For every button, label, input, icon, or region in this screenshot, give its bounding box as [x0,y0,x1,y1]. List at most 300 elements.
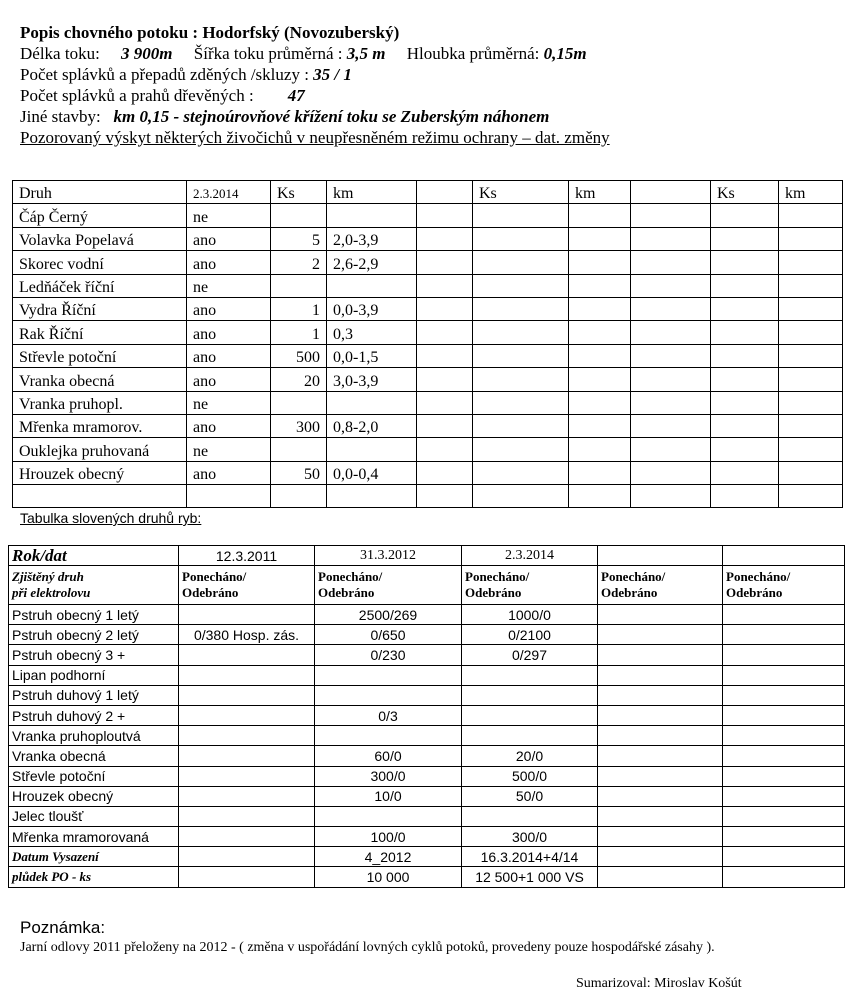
table-cell: 0/297 [462,645,598,665]
table-cell [417,321,473,344]
table-cell [779,461,843,484]
table-cell [473,227,569,250]
species-name: Jelec tloušť [9,806,179,826]
kept-removed-header [315,566,462,605]
removed-label: Odebráno [318,585,375,600]
fish-table-caption: Tabulka slovených druhů ryb: [20,510,202,526]
pludek-row [9,867,845,887]
table-cell [723,786,845,806]
table-row [9,726,845,746]
table-cell: ne [187,204,271,227]
table-cell: 20 [271,368,327,391]
table-cell [417,297,473,320]
removed-label: Odebráno [726,585,783,600]
table-cell [569,227,631,250]
table-cell [779,485,843,508]
species-name: Pstruh obecný 2 letý [9,625,179,645]
table-row [13,485,843,508]
table-cell [779,344,843,367]
depth-label: Hloubka průměrná: [406,44,540,63]
table-cell [462,705,598,725]
width-value: 3,5 m [346,44,386,63]
species-name: Vranka obecná [9,746,179,766]
table-cell [473,461,569,484]
removed-label: Odebráno [182,585,239,600]
note-title: Poznámka: [20,918,106,937]
table-cell [631,461,711,484]
table-cell [473,438,569,461]
table-cell [473,368,569,391]
table-cell: 5 [271,227,327,250]
table-cell [569,391,631,414]
table-cell [187,485,271,508]
kept-removed-header [462,566,598,605]
table-cell: Vranka obecná [13,368,187,391]
table-cell [179,685,315,705]
table-row [9,827,845,847]
table-cell: ne [187,274,271,297]
table-cell: 2,6-2,9 [327,251,417,274]
kept-label: Ponecháno/ [601,569,666,584]
table-cell: 0/380 Hosp. zás. [179,625,315,645]
table-cell [569,344,631,367]
table-cell [271,485,327,508]
table-row [9,786,845,806]
table-cell: 1000/0 [462,605,598,625]
table-cell [179,847,315,867]
table-cell [723,746,845,766]
datum-row-label: Datum Vysazení [9,847,179,867]
table-cell [631,391,711,414]
masonry-weirs-label: Počet splávků a přepadů zděných /skluzy : [20,65,309,84]
kept-label: Ponecháno/ [726,569,791,584]
table-cell [315,806,462,826]
table-cell [598,827,723,847]
table-cell: 2,0-3,9 [327,227,417,250]
table-cell [315,726,462,746]
table-cell [417,391,473,414]
table-row [9,766,845,786]
table-cell: 3,0-3,9 [327,368,417,391]
table-cell: 0,0-1,5 [327,344,417,367]
table-cell: 2 [271,251,327,274]
table-cell: 300/0 [315,766,462,786]
header-cell: km [327,181,417,204]
table-cell [473,251,569,274]
table-cell [779,321,843,344]
table-cell [779,297,843,320]
table-row [13,274,843,297]
table-cell: ano [187,227,271,250]
table-cell [631,297,711,320]
table-cell [723,806,845,826]
date-cell: 12.3.2011 [179,546,315,566]
header-cell [417,181,473,204]
table-cell [711,274,779,297]
stream-title: Popis chovného potoku : Hodorfský (Novozuberský) [20,23,400,42]
table-cell [631,438,711,461]
date-cell [598,546,723,566]
table-cell: 0,0-3,9 [327,297,417,320]
table-cell [271,274,327,297]
table-row [9,645,845,665]
table-cell [569,204,631,227]
table-row [9,806,845,826]
header-cell: km [569,181,631,204]
table-cell: ne [187,438,271,461]
species-name: Mřenka mramorovaná [9,827,179,847]
table-cell: Vranka pruhopl. [13,391,187,414]
table-cell [779,438,843,461]
table-cell [711,414,779,437]
table-cell [631,204,711,227]
table-cell [779,251,843,274]
table-row [13,297,843,320]
table-cell: 16.3.2014+4/14 [462,847,598,867]
table-cell [631,368,711,391]
table-row [13,461,843,484]
table-cell: ano [187,414,271,437]
species-name: Pstruh duhový 1 letý [9,685,179,705]
masonry-weirs-count [20,64,840,85]
table-cell: 0,8-2,0 [327,414,417,437]
table-cell [569,461,631,484]
table-cell [723,645,845,665]
table-cell [598,766,723,786]
kept-label: Ponecháno/ [318,569,383,584]
table-cell: ano [187,297,271,320]
stream-dimensions [20,43,840,64]
table-cell [723,665,845,685]
table-cell [473,391,569,414]
table-cell [417,344,473,367]
table-cell [631,485,711,508]
table-cell [598,705,723,725]
table-cell [473,321,569,344]
table-cell: 0,3 [327,321,417,344]
table-cell: 10/0 [315,786,462,806]
wooden-weirs-value: 47 [287,86,305,105]
table-cell [462,665,598,685]
width-label: Šířka toku průměrná : [193,44,343,63]
table-cell [179,645,315,665]
table-cell [417,204,473,227]
table-cell: 0/3 [315,705,462,725]
table-cell [723,847,845,867]
table-cell: Ledňáček říční [13,274,187,297]
header-cell: km [779,181,843,204]
table-row [9,685,845,705]
table-cell: 50 [271,461,327,484]
table-cell [417,461,473,484]
table-cell: 500 [271,344,327,367]
kept-label: Ponecháno/ [182,569,247,584]
table-cell: Střevle potoční [13,344,187,367]
table-cell [631,274,711,297]
table-cell [569,274,631,297]
table-cell [179,806,315,826]
table-cell [711,251,779,274]
table-cell [711,344,779,367]
table-cell: 50/0 [462,786,598,806]
length-label: Délka toku: [20,44,100,63]
date-cell [723,546,845,566]
table-cell [179,705,315,725]
table-cell [327,485,417,508]
table-cell [327,438,417,461]
table-cell [271,204,327,227]
table-cell [327,274,417,297]
table-cell [598,726,723,746]
table-cell: 300/0 [462,827,598,847]
table-cell [569,485,631,508]
table-cell [569,251,631,274]
table-cell [711,391,779,414]
header-cell: Druh [13,181,187,204]
table-cell [462,806,598,826]
header-cell [631,181,711,204]
table-cell [473,297,569,320]
fish-table [8,545,845,888]
table-cell [631,344,711,367]
table-row [13,391,843,414]
species-name: Lipan podhorní [9,665,179,685]
table-row [9,746,845,766]
table-cell: Ouklejka pruhovaná [13,438,187,461]
table-cell: 0,0-0,4 [327,461,417,484]
table-cell: 0/2100 [462,625,598,645]
table-cell [711,227,779,250]
table-cell: 500/0 [462,766,598,786]
table-cell: Hrouzek obecný [13,461,187,484]
table-row [9,625,845,645]
table-cell [723,705,845,725]
species-header-line1: Zjištěný druh [12,569,84,584]
table-cell [179,665,315,685]
table-cell [711,461,779,484]
summary-signature: Sumarizoval: Miroslav Košút [576,976,742,991]
animals-header-row [13,181,843,204]
table-cell [473,414,569,437]
table-cell [473,204,569,227]
header-cell: Ks [271,181,327,204]
date-cell: 2.3.2014 [462,546,598,566]
table-cell: Mřenka mramorov. [13,414,187,437]
table-cell: 300 [271,414,327,437]
table-cell: ne [187,391,271,414]
table-row [13,368,843,391]
table-row [13,251,843,274]
table-cell [711,485,779,508]
date-cell: 31.3.2012 [315,546,462,566]
table-cell: ano [187,461,271,484]
table-cell [711,297,779,320]
other-structures-value: km 0,15 - stejnoúrovňové křížení toku se Zuberským náhonem [113,107,550,126]
table-cell [723,605,845,625]
table-cell [631,227,711,250]
table-cell [598,806,723,826]
table-cell [711,438,779,461]
document-header [20,22,840,148]
table-cell [631,321,711,344]
note-text: Jarní odlovy 2011 přeloženy na 2012 - ( změna v uspořádání lovných cyklů potoků, provedeny pouze hospodářské zásahy ). [20,940,715,955]
table-cell: Čáp Černý [13,204,187,227]
wooden-weirs-count [20,85,840,106]
table-cell [179,867,315,887]
table-cell [271,438,327,461]
table-cell [598,665,723,685]
table-cell [569,297,631,320]
table-cell [598,645,723,665]
header-cell: Ks [473,181,569,204]
table-row [9,705,845,725]
table-cell [417,368,473,391]
species-header-line2: při elektrolovu [12,585,91,600]
table-cell [179,746,315,766]
species-header [9,566,179,605]
table-cell [462,726,598,746]
table-cell: 2500/269 [315,605,462,625]
table-cell [779,414,843,437]
table-row [9,665,845,685]
table-cell [179,786,315,806]
table-cell [598,786,723,806]
table-cell [327,204,417,227]
table-cell [569,368,631,391]
table-cell [723,867,845,887]
table-cell [417,227,473,250]
table-cell [723,766,845,786]
table-cell [473,344,569,367]
table-cell [327,391,417,414]
table-cell [417,414,473,437]
table-cell [569,414,631,437]
table-cell: 0/650 [315,625,462,645]
table-row [13,321,843,344]
table-cell [723,685,845,705]
table-cell: 0/230 [315,645,462,665]
kept-removed-header [179,566,315,605]
table-cell [569,321,631,344]
table-cell: Volavka Popelavá [13,227,187,250]
other-structures [20,106,840,127]
table-cell [723,827,845,847]
table-cell [598,746,723,766]
kept-removed-header [723,566,845,605]
animal-observation-heading: Pozorovaný výskyt některých živočichů v neupřesněném režimu ochrany – dat. změny [20,128,610,147]
removed-label: Odebráno [465,585,522,600]
table-cell: Skorec vodní [13,251,187,274]
table-cell [417,251,473,274]
table-row [9,605,845,625]
table-cell [598,867,723,887]
table-cell: 4_2012 [315,847,462,867]
table-cell [779,391,843,414]
table-cell [711,321,779,344]
other-structures-label: Jiné stavby: [20,107,101,126]
removed-label: Odebráno [601,585,658,600]
table-cell [271,391,327,414]
table-cell [417,485,473,508]
wooden-weirs-label: Počet splávků a prahů dřevěných : [20,86,254,105]
table-cell [179,726,315,746]
table-cell: ano [187,251,271,274]
table-cell [779,204,843,227]
table-cell: Vydra Říční [13,297,187,320]
table-row [13,204,843,227]
species-name: Pstruh duhový 2 + [9,705,179,725]
table-cell [13,485,187,508]
animals-table [12,180,843,508]
table-cell [631,251,711,274]
fish-date-row [9,546,845,566]
table-cell [417,438,473,461]
table-cell [598,847,723,867]
depth-value: 0,15m [543,44,587,63]
species-name: Střevle potoční [9,766,179,786]
table-row [13,227,843,250]
kept-label: Ponecháno/ [465,569,530,584]
table-cell [598,605,723,625]
table-cell [711,204,779,227]
table-cell [779,274,843,297]
table-cell: Rak Říční [13,321,187,344]
table-cell: 10 000 [315,867,462,887]
table-cell: 1 [271,321,327,344]
table-row [13,438,843,461]
table-row [13,414,843,437]
table-cell: 20/0 [462,746,598,766]
length-value: 3 900m [121,44,173,63]
table-cell [417,274,473,297]
table-cell [179,827,315,847]
table-cell [569,438,631,461]
table-cell [462,685,598,705]
table-cell [179,605,315,625]
fish-header-row [9,566,845,605]
pludek-row-label: plůdek PO - ks [9,867,179,887]
table-cell [598,685,723,705]
table-cell [315,685,462,705]
table-cell: 1 [271,297,327,320]
species-name: Pstruh obecný 1 letý [9,605,179,625]
datum-row [9,847,845,867]
table-cell: ano [187,368,271,391]
table-cell [711,368,779,391]
table-cell [598,625,723,645]
table-cell [723,625,845,645]
table-cell: 12 500+1 000 VS [462,867,598,887]
rokdat-label: Rok/dat [9,546,179,566]
table-cell [631,414,711,437]
header-cell: 2.3.2014 [187,181,271,204]
table-cell [315,665,462,685]
table-cell [779,227,843,250]
table-cell [473,274,569,297]
masonry-weirs-value: 35 / 1 [313,65,352,84]
table-cell [779,368,843,391]
table-cell: 100/0 [315,827,462,847]
species-name: Pstruh obecný 3 + [9,645,179,665]
table-row [13,344,843,367]
table-cell: 60/0 [315,746,462,766]
table-cell: ano [187,344,271,367]
header-cell: Ks [711,181,779,204]
table-cell: ano [187,321,271,344]
species-name: Vranka pruhoploutvá [9,726,179,746]
table-cell [179,766,315,786]
kept-removed-header [598,566,723,605]
